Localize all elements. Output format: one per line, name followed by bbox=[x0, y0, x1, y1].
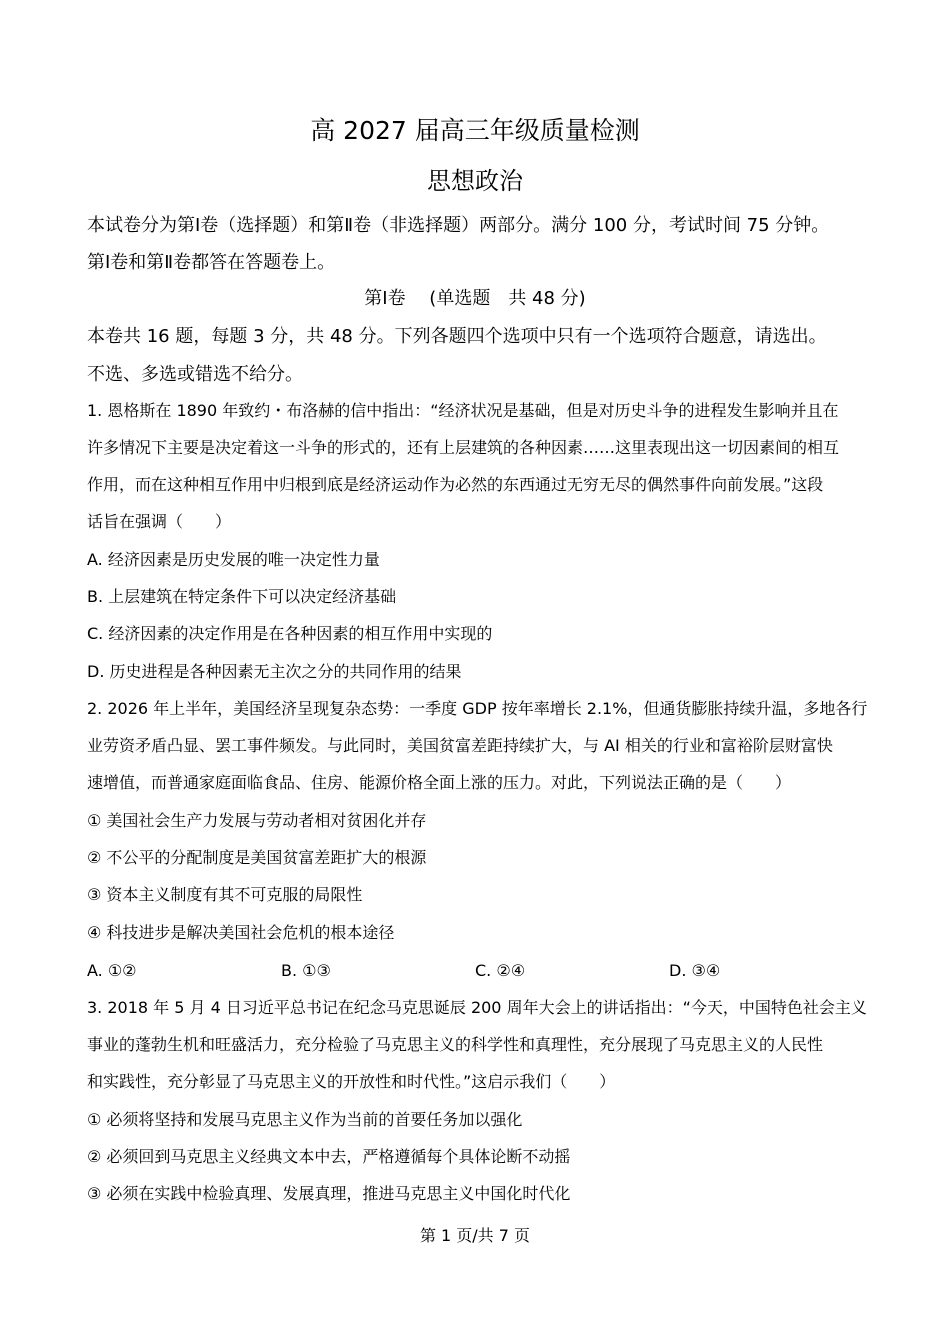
q2-option-c: C. ②④ bbox=[475, 961, 526, 980]
q1-stem-line: 1. 恩格斯在 1890 年致约・布洛赫的信中指出：“经济状况是基础，但是对历史斗争的进程发生影响并且在 bbox=[87, 401, 839, 420]
q2-stem-line: 业劳资矛盾凸显、罢工事件频发。与此同时，美国贫富差距持续扩大，与 AI 相关的行业和富裕阶层财富快 bbox=[87, 736, 833, 755]
q2-statement: ② 不公平的分配制度是美国贫富差距扩大的根源 bbox=[87, 848, 427, 867]
q2-statement: ④ 科技进步是解决美国社会危机的根本途径 bbox=[87, 923, 395, 942]
q1-option-d: D. 历史进程是各种因素无主次之分的共同作用的结果 bbox=[87, 662, 462, 681]
q2-stem-line: 2. 2026 年上半年，美国经济呈现复杂态势：一季度 GDP 按年率增长 2.1%，但通货膨胀持续升温，多地各行 bbox=[87, 699, 868, 718]
q3-stem-line: 事业的蓬勃生机和旺盛活力，充分检验了马克思主义的科学性和真理性，充分展现了马克思主义的人民性 bbox=[87, 1035, 824, 1054]
q2-option-b: B. ①③ bbox=[281, 961, 331, 980]
section-note-2: 不选、多选或错选不给分。 bbox=[87, 364, 303, 385]
q3-statement: ② 必须回到马克思主义经典文本中去，严格遵循每个具体论断不动摇 bbox=[87, 1147, 571, 1166]
q3-stem-line: 3. 2018 年 5 月 4 日习近平总书记在纪念马克思诞辰 200 周年大会上的讲话指出：“今天，中国特色社会主义 bbox=[87, 998, 867, 1017]
q3-statement: ③ 必须在实践中检验真理、发展真理，推进马克思主义中国化时代化 bbox=[87, 1184, 571, 1203]
q1-stem-line: 许多情况下主要是决定着这一斗争的形式的，还有上层建筑的各种因素……这里表现出这一切因素间的相互 bbox=[87, 438, 840, 457]
q3-stem-line: 和实践性，充分彰显了马克思主义的开放性和时代性。”这启示我们（ ） bbox=[87, 1072, 616, 1091]
q2-statement: ① 美国社会生产力发展与劳动者相对贫困化并存 bbox=[87, 811, 427, 830]
q3-statement: ① 必须将坚持和发展马克思主义作为当前的首要任务加以强化 bbox=[87, 1110, 523, 1129]
q2-statement: ③ 资本主义制度有其不可克服的局限性 bbox=[87, 885, 363, 904]
section-note-1: 本卷共 16 题，每题 3 分，共 48 分。下列各题四个选项中只有一个选项符合题意，请选出。 bbox=[87, 326, 827, 347]
q1-stem-line: 话旨在强调（ ） bbox=[87, 512, 232, 531]
q2-option-d: D. ③④ bbox=[669, 961, 721, 980]
section-heading: 第Ⅰ卷 (单选题 共 48 分) bbox=[364, 288, 586, 309]
q1-option-a: A. 经济因素是历史发展的唯一决定性力量 bbox=[87, 550, 380, 569]
q1-option-c: C. 经济因素的决定作用是在各种因素的相互作用中实现的 bbox=[87, 624, 493, 643]
intro-line-2: 第Ⅰ卷和第Ⅱ卷都答在答题卷上。 bbox=[87, 252, 336, 273]
q2-option-a: A. ①② bbox=[87, 961, 137, 980]
exam-title: 高 2027 届高三年级质量检测 bbox=[310, 116, 640, 145]
q1-stem-line: 作用，而在这种相互作用中归根到底是经济运动作为必然的东西通过无穷无尽的偶然事件向前发展。”这段 bbox=[87, 475, 824, 494]
q2-stem-line: 速增值，而普通家庭面临食品、住房、能源价格全面上涨的压力。对此，下列说法正确的是（ ） bbox=[87, 773, 792, 792]
page-footer: 第 1 页/共 7 页 bbox=[419, 1226, 531, 1245]
subject-title: 思想政治 bbox=[427, 167, 523, 195]
q1-option-b: B. 上层建筑在特定条件下可以决定经济基础 bbox=[87, 587, 397, 606]
intro-line-1: 本试卷分为第Ⅰ卷（选择题）和第Ⅱ卷（非选择题）两部分。满分 100 分，考试时间 75 分钟。 bbox=[87, 215, 830, 236]
